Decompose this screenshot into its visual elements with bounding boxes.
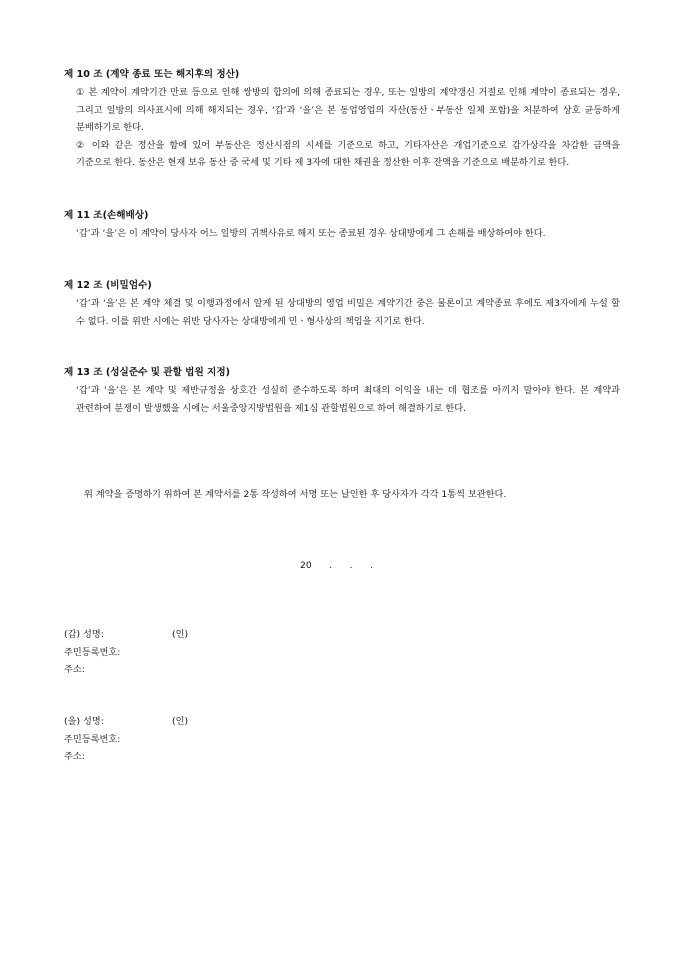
article-title: 제 11 조(손해배상): [64, 210, 149, 221]
article-paragraph: ① 본 계약이 계약기간 만료 등으로 인해 쌍방의 합의에 의해 종료되는 경우, 또는 일방의 계약갱신 거절로 인해 계약이 종료되는 경우, 그리고 일방의 의사표시에 의해 해지되는 경우, ‘갑’과 ‘을’은 본 동업영업의 자산(동산ㆍ부동산 일체 포함)을 처분하여 상호 균등하게 분배하기로 한다.: [76, 87, 620, 134]
article-10: [64, 66, 620, 172]
article-12: [64, 277, 620, 330]
party-gap-signature-block: [64, 626, 364, 679]
party-name-row: [64, 626, 364, 644]
seal-mark: (인): [172, 716, 189, 727]
article-paragraph: ‘갑’과 ‘을’은 본 계약 체결 및 이행과정에서 알게 된 상대방의 영업 비밀은 계약기간 중은 물론이고 계약종료 후에도 제3자에게 누설 할 수 없다. 이를 위반 시에는 위반 당사자는 상대방에게 민ㆍ형사상의 책임을 지기로 한다.: [76, 298, 620, 327]
party-name-label: (을) 성명:: [64, 716, 104, 727]
article-paragraph: ② 이와 같은 정산을 함에 있어 부동산은 정산시점의 시세를 기준으로 하고, 기타자산은 개업기준으로 감가상각을 차감한 금액을 기준으로 한다. 동산은 현재 보유 동산 중 국세 및 기타 제 3자에 대한 채권을 정산한 이후 잔액을 기준으로 배분하기로 한다.: [76, 139, 620, 169]
closing-statement: 위 계약을 증명하기 위하여 본 계약서를 2통 작성하여 서명 또는 날인한 후 당사자가 각각 1통씩 보관한다.: [84, 489, 507, 500]
seal-mark: (인): [172, 629, 189, 640]
contract-date: 20 . . .: [300, 560, 374, 571]
party-eul-signature-block: [64, 713, 364, 766]
article-title: 제 10 조 (계약 종료 또는 해지후의 정산): [64, 69, 240, 80]
party-address-label: 주소:: [64, 664, 85, 675]
article-paragraph: ‘갑’과 ‘을’은 본 계약 및 제반규정을 상호간 성실히 준수하도록 하며 최대의 이익을 내는 데 협조를 아끼지 말아야 한다. 본 계약과 관련하여 분쟁이 발생했을 시에는 서울중앙지방법원을 제1심 관할법원으로 하여 해결하기로 한다.: [76, 385, 620, 414]
party-id-label: 주민등록번호:: [64, 646, 121, 658]
party-id-label: 주민등록번호:: [64, 733, 121, 745]
article-paragraph: ‘갑’과 ‘을’은 이 계약이 당사자 어느 일방의 귀책사유로 해지 또는 종료된 경우 상대방에게 그 손해를 배상하여야 한다.: [76, 228, 546, 239]
party-address-label: 주소:: [64, 751, 85, 762]
article-11: [64, 207, 620, 243]
article-title: 제 13 조 (성실준수 및 관할 법원 지정): [64, 367, 230, 378]
party-name-row: [64, 713, 364, 731]
article-title: 제 12 조 (비밀엄수): [64, 280, 152, 291]
party-name-label: (갑) 성명:: [64, 629, 104, 640]
article-13: [64, 364, 620, 417]
